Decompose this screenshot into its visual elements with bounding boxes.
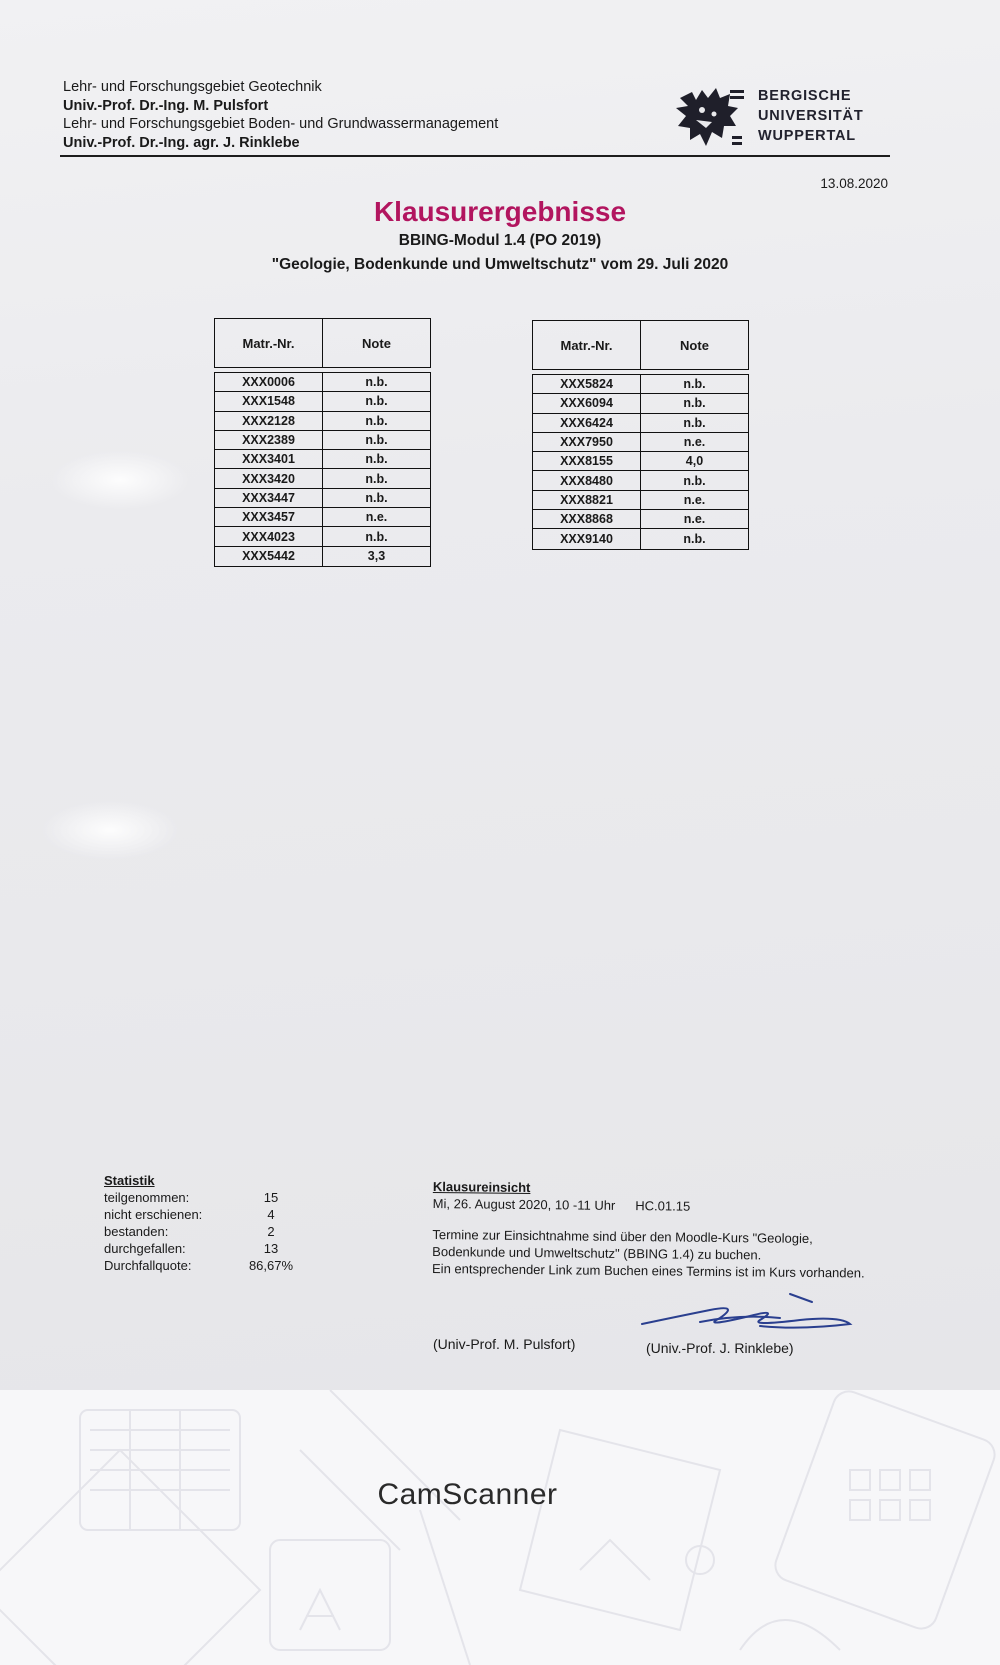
table-row — [215, 508, 430, 527]
statistic-value: 86,67% — [248, 1258, 294, 1273]
grade-cell: n.b. — [365, 413, 388, 428]
matriculation-cell: XXX6424 — [533, 414, 641, 432]
column-header-grade: Note — [362, 335, 391, 351]
grade-cell: n.b. — [683, 377, 706, 392]
matriculation-cell: XXX3401 — [215, 450, 323, 468]
statistic-value: 2 — [267, 1224, 275, 1239]
table-header — [532, 320, 749, 370]
matriculation-cell: XXX2128 — [215, 412, 323, 430]
inspection-text-line: Bodenkunde und Umweltschutz" (BBING 1.4) zu buchen. — [432, 1243, 762, 1263]
statistic-label: bestanden: — [104, 1224, 169, 1239]
matriculation-cell: XXX1548 — [215, 392, 323, 410]
handwritten-signature — [640, 1286, 860, 1336]
header-line: Univ.-Prof. Dr.-Ing. agr. J. Rinklebe — [63, 134, 300, 151]
statistic-label: teilgenommen: — [104, 1190, 190, 1205]
statistic-value: 4 — [267, 1207, 275, 1222]
statistic-row — [104, 1223, 296, 1240]
grade-cell: n.b. — [365, 394, 388, 409]
header-divider — [60, 155, 890, 157]
university-name-line: BERGISCHE — [758, 88, 852, 104]
statistics-rows — [104, 1189, 296, 1274]
camscanner-footer — [0, 1390, 1000, 1665]
grade-cell: n.b. — [683, 415, 706, 430]
table-row — [533, 433, 748, 452]
table-row — [533, 471, 748, 490]
matriculation-cell: XXX9140 — [533, 529, 641, 548]
signature-label-pulsfort: (Univ-Prof. M. Pulsfort) — [433, 1336, 576, 1352]
institute-header — [63, 78, 498, 152]
grade-cell: n.b. — [365, 529, 388, 544]
matriculation-cell: XXX8480 — [533, 471, 641, 489]
statistic-label: durchgefallen: — [104, 1241, 186, 1256]
matriculation-cell: XXX3420 — [215, 469, 323, 487]
header-line: Lehr- und Forschungsgebiet Boden- und Grundwassermanagement — [63, 116, 499, 132]
table-row — [215, 489, 430, 508]
table-row — [533, 529, 748, 548]
table-body — [532, 374, 749, 550]
university-name-line: UNIVERSITÄT — [758, 108, 864, 124]
table-row — [215, 373, 430, 392]
inspection-text-line: Termine zur Einsichtnahme sind über den Moodle-Kurs "Geologie, — [432, 1226, 813, 1246]
footer-pattern — [0, 1390, 1000, 1665]
paper-crease — [50, 450, 190, 510]
statistic-row — [104, 1206, 296, 1223]
table-row — [215, 469, 430, 488]
statistic-row — [104, 1257, 296, 1274]
table-row — [533, 414, 748, 433]
grade-cell: n.e. — [683, 435, 706, 450]
grade-cell: n.b. — [365, 490, 388, 505]
table-row — [215, 547, 430, 566]
inspection-room: HC.01.15 — [635, 1198, 691, 1214]
exam-inspection-block — [432, 1178, 903, 1282]
statistic-value: 15 — [263, 1190, 279, 1205]
university-name-line: WUPPERTAL — [758, 128, 856, 144]
page-title-text: Klausurergebnisse — [373, 196, 627, 227]
statistics-heading: Statistik — [104, 1173, 155, 1188]
paper-crease — [40, 800, 180, 860]
grade-cell: n.b. — [683, 473, 706, 488]
statistic-row — [104, 1240, 296, 1257]
grade-cell: n.e. — [365, 510, 388, 525]
matriculation-cell: XXX7950 — [533, 433, 641, 451]
table-row — [533, 375, 748, 394]
matriculation-cell: XXX3457 — [215, 508, 323, 526]
page-title — [0, 196, 1000, 228]
matriculation-cell: XXX4023 — [215, 527, 323, 545]
grade-cell: n.b. — [365, 433, 388, 448]
grade-cell: n.b. — [365, 375, 388, 390]
module-subtitle: BBING-Modul 1.4 (PO 2019) — [398, 232, 602, 249]
table-row — [215, 392, 430, 411]
matriculation-cell: XXX8155 — [533, 452, 641, 470]
header-line: Univ.-Prof. Dr.-Ing. M. Pulsfort — [63, 97, 269, 114]
inspection-text-line: Ein entsprechender Link zum Buchen eines Termins ist im Kurs vorhanden. — [431, 1260, 865, 1281]
table-body — [214, 372, 431, 567]
column-header-grade: Note — [680, 337, 709, 353]
table-row — [533, 510, 748, 529]
matriculation-cell: XXX5824 — [533, 375, 641, 393]
university-name — [758, 86, 863, 146]
statistic-label: Durchfallquote: — [104, 1258, 192, 1273]
university-logo-icon — [672, 84, 748, 154]
table-row — [215, 412, 430, 431]
column-header-id: Matr.-Nr. — [533, 321, 641, 369]
grade-table-left — [214, 318, 431, 567]
table-row — [533, 452, 748, 471]
matriculation-cell: XXX8868 — [533, 510, 641, 528]
inspection-date: Mi, 26. August 2020, 10 -11 Uhr — [432, 1195, 616, 1213]
statistics-block — [104, 1172, 296, 1274]
matriculation-cell: XXX5442 — [215, 547, 323, 566]
camscanner-brand: CamScanner — [377, 1478, 558, 1511]
matriculation-cell: XXX3447 — [215, 489, 323, 507]
document-date: 13.08.2020 — [820, 176, 888, 191]
table-row — [533, 491, 748, 510]
table-row — [215, 431, 430, 450]
grade-cell: 3,3 — [367, 549, 386, 564]
header-line: Lehr- und Forschungsgebiet Geotechnik — [63, 79, 322, 95]
matriculation-cell: XXX0006 — [215, 373, 323, 391]
grade-cell: n.b. — [365, 471, 388, 486]
table-row — [215, 450, 430, 469]
grade-cell: n.b. — [365, 452, 388, 467]
signature-label-rinklebe: (Univ.-Prof. J. Rinklebe) — [646, 1340, 794, 1356]
grade-cell: n.b. — [683, 396, 706, 411]
matriculation-cell: XXX2389 — [215, 431, 323, 449]
matriculation-cell: XXX6094 — [533, 394, 641, 412]
statistic-row — [104, 1189, 296, 1206]
matriculation-cell: XXX8821 — [533, 491, 641, 509]
table-header — [214, 318, 431, 368]
grade-cell: n.e. — [683, 492, 706, 507]
grade-cell: n.e. — [683, 512, 706, 527]
statistic-label: nicht erschienen: — [104, 1207, 203, 1222]
grade-table-right — [532, 320, 749, 550]
inspection-heading: Klausureinsicht — [432, 1179, 531, 1196]
grade-cell: n.b. — [683, 532, 706, 547]
table-row — [215, 527, 430, 546]
grade-cell: 4,0 — [685, 454, 704, 469]
column-header-id: Matr.-Nr. — [215, 319, 323, 367]
exam-subtitle: "Geologie, Bodenkunde und Umweltschutz" vom 29. Juli 2020 — [271, 256, 729, 273]
statistic-value: 13 — [263, 1241, 279, 1256]
table-row — [533, 394, 748, 413]
